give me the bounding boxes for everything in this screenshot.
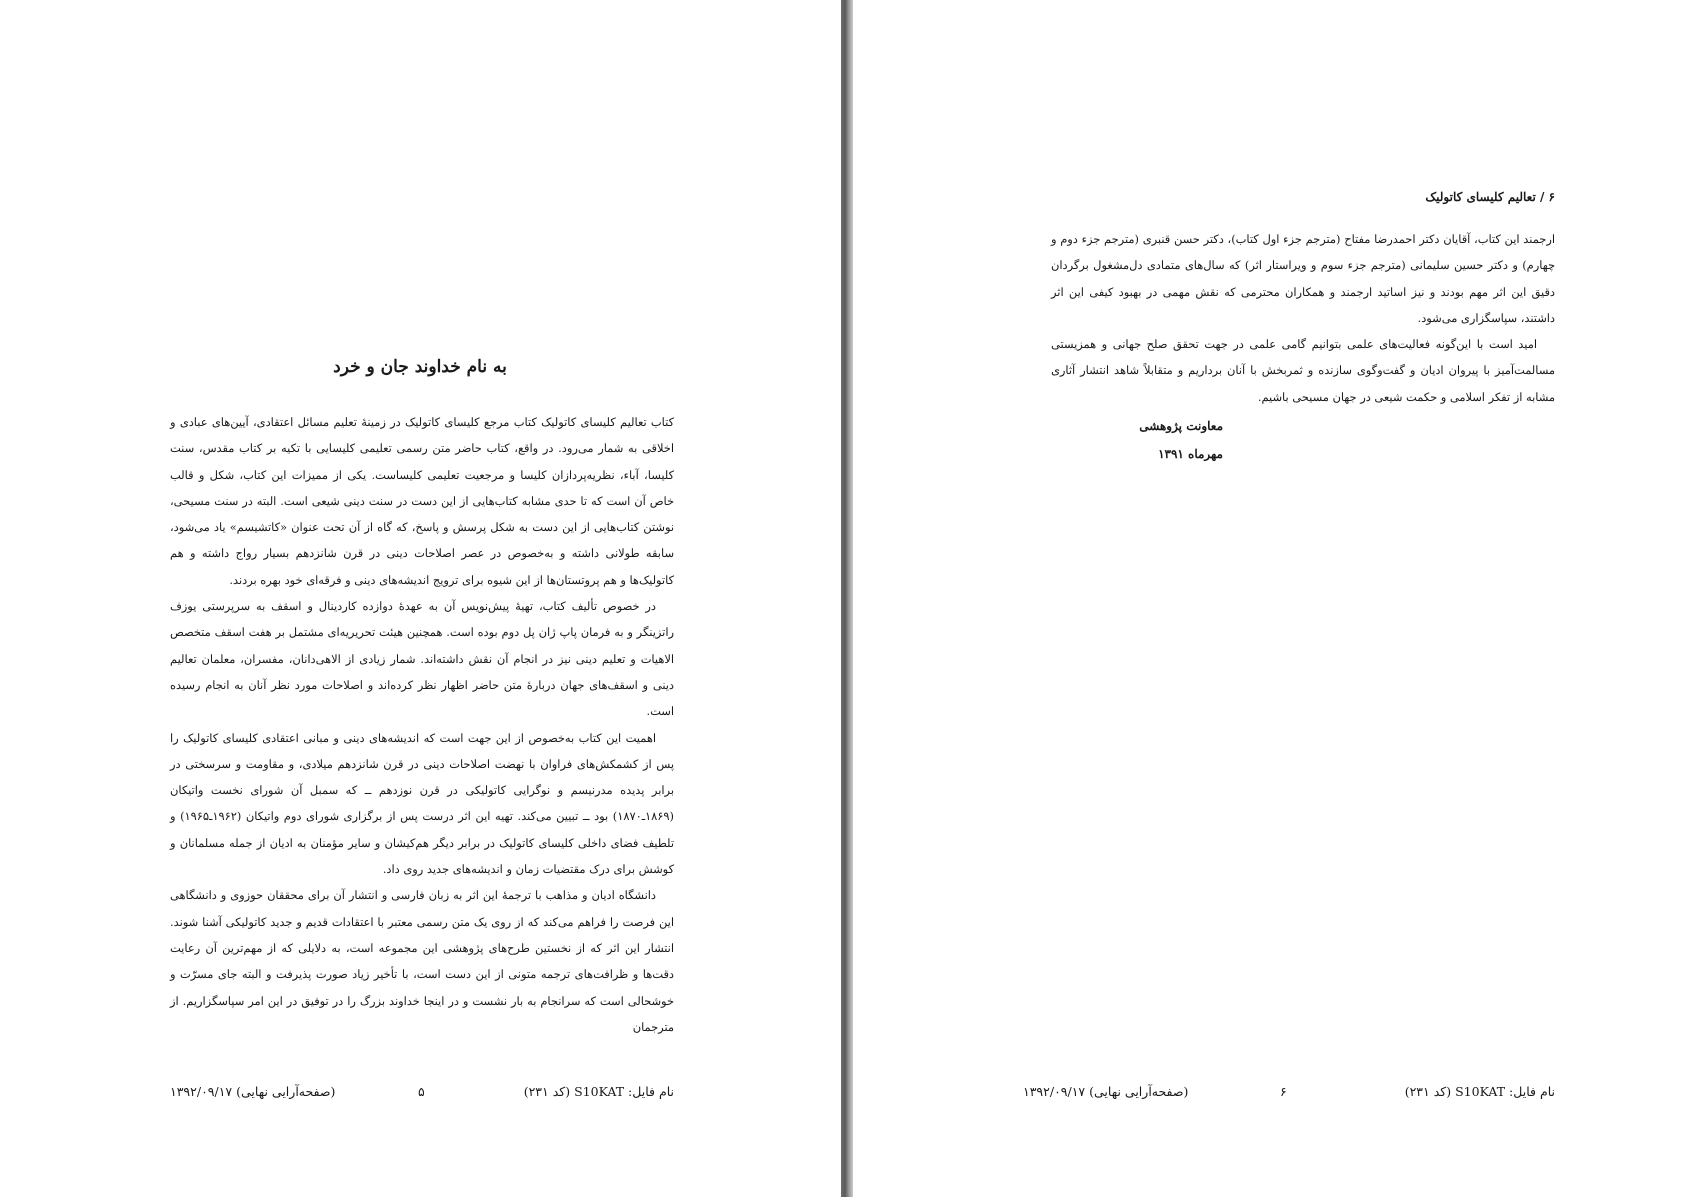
signature-date: مهرماه ۱۳۹۱: [1158, 447, 1223, 461]
footer-status-date: (صفحه‌آرایی نهایی) ۱۳۹۲/۰۹/۱۷: [170, 1084, 336, 1099]
page-gutter: [841, 0, 853, 1197]
left-page: [0, 0, 841, 1197]
signature: [1023, 412, 1223, 468]
paragraph: در خصوص تألیف کتاب، تهیهٔ پیش‌نویس آن به عهدهٔ دوازده کاردینال و اسقف به سرپرستی یوزف راتزینگر و به فرمان پاپ ژان پل دوم بوده است. همچنین هیئت تحریریه‌ای مشتمل بر هفت اسقف متخصص الاهیات و تعلیم دینی نیز در انجام آن نقش داشته‌اند. شمار زیادی از الاهی‌دانان، مفسران، معلمان تعالیم دینی و اسقف‌های جهان دربارهٔ متن حاضر اظهار نظر کرده‌اند و اصلاحات مورد نظر آنان به انجام رسیده است.: [170, 599, 674, 719]
footer-file-name: نام فایل: S10KAT (کد ۲۳۱): [1404, 1084, 1555, 1099]
paragraph: دانشگاه ادیان و مذاهب با ترجمهٔ این اثر به زبان فارسی و انتشار آن برای محققان حوزوی و دانشگاهی این فرصت را فراهم می‌کند که از روی یک متن رسمی معتبر با اعتقادات قدیم و جدید کاتولیکی آشنا شوند. انتشار این اثر که از نخستین طرح‌های پژوهشی این مجموعه است، به دلایلی که از مهم‌ترین آن رعایت دقت‌ها و ظرافت‌های ترجمه متونی از این دست است، با تأخیر زیاد صورت پذیرفت و البته جای مسرّت و خوشحالی است که سرانجام به بار نشست و در اینجا خداوند بزرگ را در توفیق در این امر سپاسگزاریم. از مترجمان: [170, 888, 674, 1034]
footer-page-number: ۵: [418, 1084, 425, 1099]
paragraph: ارجمند این کتاب، آقایان دکتر احمدرضا مفتاح (مترجم جزء اول کتاب)، دکتر حسن قنبری (مترجم جزء دوم و چهارم) و دکتر حسین سلیمانی (مترجم جزء سوم و ویراستار اثر) که سال‌های متمادی دل‌مشغول برگردان دقیق این اثر مهم بودند و نیز اساتید ارجمند و همکاران محترمی که نقش مهمی در بهبود کیفی این اثر داشتند، سپاسگزاری می‌شود.: [1051, 232, 1555, 325]
paragraph: کتاب تعالیم کلیسای کاتولیک کتاب مرجع کلیسای کاتولیک در زمینهٔ تعلیم مسائل اعتقادی، آیین‌های عبادی و اخلاقی به شمار می‌رود. در واقع، کتاب حاضر متن رسمی تعلیمی کلیسایی با تکیه بر کتاب مقدس، سنت کلیسا، آباء، نظریه‌پردازان کلیسا و مرجعیت تعلیمی کلیساست. یکی از ممیزات این کتاب، شکل و قالب خاص آن است که تا حدی مشابه کتاب‌هایی از این دست در سنت دینی شیعی است. البته در سنت مسیحی، نوشتن کتاب‌هایی از این دست به شکل پرسش و پاسخ، که گاه از آن تحت عنوان «کاتشیسم» یاد می‌شود، سابقه طولانی داشته و به‌خصوص در عصر اصلاحات دینی در قرن شانزدهم بسیار رواج داشته و هم کاتولیک‌ها و هم پروتستان‌ها از این شیوه برای ترویج اندیشه‌های دینی و فرقه‌ای خود بهره بردند.: [170, 415, 674, 587]
footer-page-number: ۶: [1280, 1084, 1287, 1099]
left-page-footer: [170, 1084, 674, 1102]
right-page: [853, 0, 1698, 1197]
signature-org: معاونت پژوهشی: [1139, 419, 1223, 433]
left-page-body: [170, 409, 674, 1040]
footer-file-name: نام فایل: S10KAT (کد ۲۳۱): [523, 1084, 674, 1099]
right-page-footer: [1023, 1084, 1555, 1102]
paragraph: اهمیت این کتاب به‌خصوص از این جهت است که اندیشه‌های دینی و مبانی اعتقادی کلیسای کاتولیک را پس از کشمکش‌های فراوان با نهضت اصلاحات دینی در قرن شانزدهم میلادی، و مقاومت و سرسختی در برابر پدیده مدرنیسم و نوگرایی کاتولیکی در قرن نوزدهم ــ که سمبل آن شورای نخست واتیکان (۱۸۶۹ـ۱۸۷۰) بود ــ تبیین می‌کند. تهیه این اثر درست پس از برگزاری شورای دوم واتیکان (۱۹۶۲ـ۱۹۶۵) و تلطیف فضای داخلی کلیسای کاتولیک در برابر دیگر هم‌کیشان و سایر مؤمنان به ادیان از جمله مسلمانان و کوشش برای درک مقتضیات زمان و اندیشه‌های جدید روی داد.: [170, 730, 674, 877]
page-title: به نام خداوند جان و خرد: [333, 357, 507, 377]
paragraph: امید است با این‌گونه فعالیت‌های علمی بتوانیم گامی علمی در جهت تحقق صلح جهانی و همزیستی مسالمت‌آمیز با پیروان ادیان و گفت‌وگوی سازنده و ثمربخش با آنان برداریم و متقابلاً شاهد انتشار آثاری مشابه از تفکر اسلامی و حکمت شیعی در جهان مسیحی باشیم.: [1051, 337, 1555, 404]
footer-status-date: (صفحه‌آرایی نهایی) ۱۳۹۲/۰۹/۱۷: [1023, 1084, 1189, 1099]
running-head: ۶ / تعالیم کلیسای کاتولیک: [1425, 190, 1555, 204]
right-page-body: [1051, 226, 1555, 410]
